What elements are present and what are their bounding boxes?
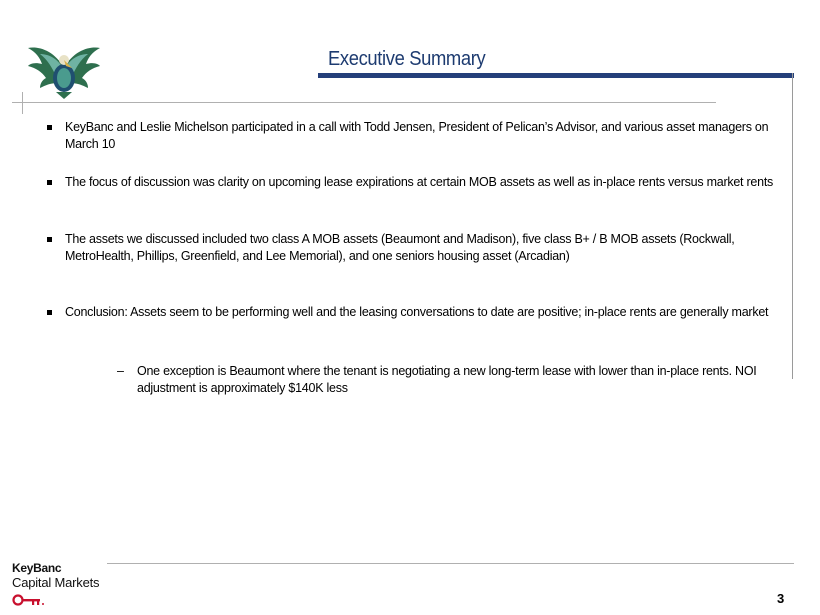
brand-name: KeyBanc (12, 561, 62, 575)
sub-bullet-1 (117, 363, 787, 397)
page-title: Executive Summary (328, 48, 486, 70)
summary-bullet-2 (47, 174, 787, 191)
summary-bullet-3 (47, 231, 787, 265)
brand-subname: Capital Markets (12, 575, 100, 590)
bullet-text: Conclusion: Assets seem to be performing well and the leasing conversations to date are positive; in-place rents are generally market (65, 305, 769, 319)
bullet-text: The focus of discussion was clarity on upcoming lease expirations at certain MOB assets as well as in-place rents versus market rents (65, 175, 774, 189)
key-icon (12, 593, 48, 605)
summary-bullet-1 (47, 119, 787, 153)
footer-divider (107, 563, 794, 564)
summary-bullet-4 (47, 304, 787, 321)
keybanc-logo (12, 562, 99, 590)
left-divider-tick (22, 92, 23, 114)
title-accent-bar (318, 73, 794, 78)
sub-bullet-text: One exception is Beaumont where the tenant is negotiating a new long-term lease with lower than in-place rents. NOI adjustment is approximately $140K less (137, 364, 757, 395)
bullet-square-icon (47, 237, 52, 242)
bullet-text: The assets we discussed included two class A MOB assets (Beaumont and Madison), five class B+ / B MOB assets (Rockwall, MetroHealth, Phillips, Greenfield, and Lee Memorial), and one seniors housing asset (Arcadian) (65, 232, 735, 263)
dash-icon: – (117, 364, 124, 378)
bullet-square-icon (47, 125, 52, 130)
page-number: 3 (777, 591, 785, 606)
pelican-crest-logo-icon (26, 38, 102, 100)
right-divider (792, 73, 793, 379)
bullet-text: KeyBanc and Leslie Michelson participated in a call with Todd Jensen, President of Pelican’s Advisor, and various asset managers on March 10 (65, 120, 769, 151)
bullet-square-icon (47, 180, 52, 185)
header-divider (12, 102, 716, 103)
bullet-square-icon (47, 310, 52, 315)
